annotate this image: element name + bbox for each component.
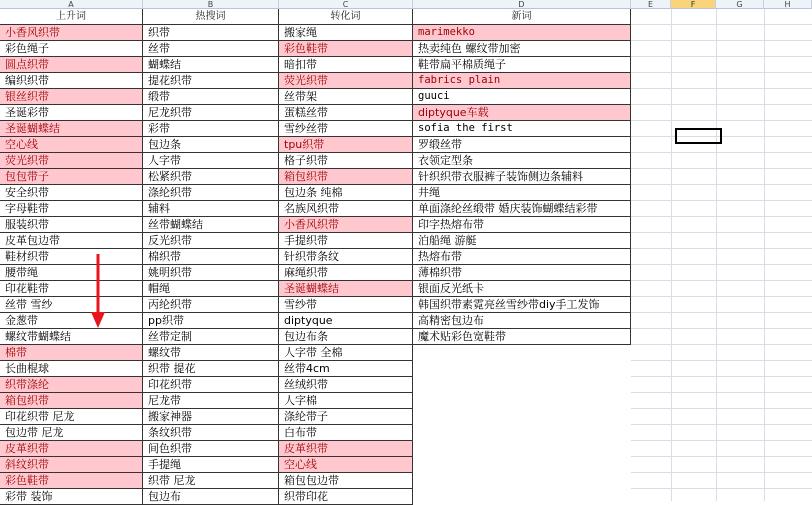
table-cell[interactable]: 丝带 雪纱 <box>0 297 143 313</box>
table-cell[interactable]: 皮革织带 <box>0 441 143 457</box>
red-down-arrow-icon <box>88 252 108 332</box>
table-cell[interactable]: 银丝织带 <box>0 89 143 105</box>
table-cell[interactable]: pp织带 <box>143 313 279 329</box>
table-cell[interactable]: 搬家绳 <box>279 25 413 41</box>
table-cell[interactable]: 高精密包边布 <box>413 313 631 329</box>
table-cell[interactable]: 涤纶织带 <box>143 185 279 201</box>
table-cell[interactable]: 丝带 <box>143 41 279 57</box>
table-cell[interactable]: 棉带 <box>0 345 143 361</box>
table-cell[interactable]: 罗缎丝带 <box>413 137 631 153</box>
table-cell[interactable]: 单面涤纶丝缎带 婚庆装饰蝴蝶结彩带 <box>413 201 631 217</box>
table-cell[interactable]: 织带 尼龙 <box>143 473 279 489</box>
table-cell[interactable]: 涤纶带子 <box>279 409 413 425</box>
header-cell[interactable]: 热搜词 <box>143 9 279 25</box>
table-cell[interactable]: 手提绳 <box>143 457 279 473</box>
table-cell[interactable]: 衣领定型条 <box>413 153 631 169</box>
active-cell-selection[interactable] <box>675 128 722 144</box>
table-cell[interactable]: 荧光织带 <box>0 153 143 169</box>
table-cell[interactable]: 泊船绳 游艇 <box>413 233 631 249</box>
table-cell[interactable]: 字母鞋带 <box>0 201 143 217</box>
table-cell[interactable]: 丙纶织带 <box>143 297 279 313</box>
table-cell[interactable]: 彩色鞋带 <box>0 473 143 489</box>
column-header-c[interactable]: C <box>279 0 413 9</box>
table-cell[interactable]: 辅料 <box>143 201 279 217</box>
table-cell[interactable]: 织带印花 <box>279 489 413 505</box>
table-cell[interactable]: 丝带蝴蝶结 <box>143 217 279 233</box>
table-cell[interactable]: 金葱带 <box>0 313 143 329</box>
column-header-a[interactable]: A <box>0 0 143 9</box>
table-cell[interactable]: 服装织带 <box>0 217 143 233</box>
table-cell[interactable]: 热熔布带 <box>413 249 631 265</box>
table-cell[interactable]: 姚明织带 <box>143 265 279 281</box>
table-cell[interactable]: 包边带 尼龙 <box>0 425 143 441</box>
table-cell[interactable]: 印字热熔布带 <box>413 217 631 233</box>
table-cell[interactable]: 织带涤纶 <box>0 377 143 393</box>
table-cell[interactable]: 包边布条 <box>279 329 413 345</box>
table-cell[interactable]: 韩国织带素霓亮丝雪纱带diy手工发饰 <box>413 297 631 313</box>
table-cell[interactable]: 圣诞蝴蝶结 <box>0 121 143 137</box>
table-cell[interactable]: 小香风织带 <box>0 25 143 41</box>
table-cell[interactable]: 提花织带 <box>143 73 279 89</box>
table-cell[interactable]: 蛋糕丝带 <box>279 105 413 121</box>
column-header-e[interactable]: E <box>631 0 671 9</box>
table-cell[interactable]: 帽绳 <box>143 281 279 297</box>
table-cell[interactable]: marimekko <box>413 25 631 41</box>
table-cell[interactable]: sofia the first <box>413 121 631 137</box>
table-cell[interactable]: 小香风织带 <box>279 217 413 233</box>
table-cell[interactable]: 皮革包边带 <box>0 233 143 249</box>
table-cell[interactable]: 雪纱带 <box>279 297 413 313</box>
table-cell[interactable]: 丝带架 <box>279 89 413 105</box>
table-cell[interactable]: 织带 提花 <box>143 361 279 377</box>
table-cell[interactable]: 棉织带 <box>143 249 279 265</box>
table-cell[interactable]: 印花织带 尼龙 <box>0 409 143 425</box>
table-cell[interactable]: 薄棉织带 <box>413 265 631 281</box>
column-header-b[interactable]: B <box>143 0 279 9</box>
table-cell[interactable]: 圣诞彩带 <box>0 105 143 121</box>
header-cell[interactable]: 新词 <box>413 9 631 25</box>
table-cell[interactable]: 反光织带 <box>143 233 279 249</box>
table-cell[interactable]: 彩色鞋带 <box>279 41 413 57</box>
table-cell[interactable]: 螺纹带 <box>143 345 279 361</box>
table-cell[interactable]: 人字带 <box>143 153 279 169</box>
table-cell[interactable]: tpu织带 <box>279 137 413 153</box>
table-cell[interactable]: guuci <box>413 89 631 105</box>
table-cell[interactable]: 包边条 <box>143 137 279 153</box>
table-cell[interactable]: 包包带子 <box>0 169 143 185</box>
table-cell[interactable]: 印花织带 <box>143 377 279 393</box>
table-cell[interactable]: 圆点织带 <box>0 57 143 73</box>
table-cell[interactable]: 彩色绳子 <box>0 41 143 57</box>
header-cell[interactable]: 上升词 <box>0 9 143 25</box>
table-cell[interactable]: 鞋带扁平棉质绳子 <box>413 57 631 73</box>
table-cell[interactable]: 编织织带 <box>0 73 143 89</box>
table-cell[interactable]: 人字棉 <box>279 393 413 409</box>
table-cell[interactable]: 条纹织带 <box>143 425 279 441</box>
table-cell[interactable]: 织带 <box>143 25 279 41</box>
column-header-d[interactable]: D <box>413 0 631 9</box>
table-cell[interactable]: 缎带 <box>143 89 279 105</box>
column-header-h[interactable]: H <box>764 0 812 9</box>
table-cell[interactable]: 丝绒织带 <box>279 377 413 393</box>
table-cell[interactable]: 热卖纯色 螺纹带加密 <box>413 41 631 57</box>
table-cell[interactable]: 包边布 <box>143 489 279 505</box>
table-cell[interactable]: 空心线 <box>0 137 143 153</box>
table-cell[interactable]: 箱包包边带 <box>279 473 413 489</box>
table-cell[interactable]: 搬家神器 <box>143 409 279 425</box>
table-cell[interactable]: 彩带 <box>143 121 279 137</box>
table-cell[interactable]: 箱包织带 <box>279 169 413 185</box>
table-cell[interactable]: fabrics plain <box>413 73 631 89</box>
table-cell[interactable]: 箱包织带 <box>0 393 143 409</box>
table-cell[interactable]: 尼龙带 <box>143 393 279 409</box>
table-cell[interactable]: 包边条 纯棉 <box>279 185 413 201</box>
table-cell[interactable]: 蝴蝶结 <box>143 57 279 73</box>
table-cell[interactable]: 格子织带 <box>279 153 413 169</box>
table-cell[interactable]: 斜纹织带 <box>0 457 143 473</box>
table-cell[interactable]: 松紧织带 <box>143 169 279 185</box>
table-cell[interactable]: 井绳 <box>413 185 631 201</box>
table-cell[interactable]: 白布带 <box>279 425 413 441</box>
table-cell[interactable]: 螺纹带蝴蝶结 <box>0 329 143 345</box>
table-cell[interactable]: 人字带 全棉 <box>279 345 413 361</box>
table-cell[interactable]: 间色织带 <box>143 441 279 457</box>
table-cell[interactable]: 麻绳织带 <box>279 265 413 281</box>
table-cell[interactable]: 针织带条纹 <box>279 249 413 265</box>
column-header-g[interactable]: G <box>716 0 764 9</box>
table-cell[interactable]: 印花鞋带 <box>0 281 143 297</box>
table-cell[interactable]: 彩带 装饰 <box>0 489 143 505</box>
table-cell[interactable]: diptyque <box>279 313 413 329</box>
table-cell[interactable]: 手提织带 <box>279 233 413 249</box>
table-cell[interactable]: 名族风织带 <box>279 201 413 217</box>
table-cell[interactable]: 安全织带 <box>0 185 143 201</box>
table-cell[interactable]: 银面反光纸卡 <box>413 281 631 297</box>
table-cell[interactable]: 针织织带衣服裤子装饰侧边条辅料 <box>413 169 631 185</box>
table-cell[interactable]: 暗扣带 <box>279 57 413 73</box>
header-cell[interactable]: 转化词 <box>279 9 413 25</box>
table-cell[interactable]: 腰带绳 <box>0 265 143 281</box>
table-cell[interactable]: 空心线 <box>279 457 413 473</box>
table-cell[interactable]: 尼龙织带 <box>143 105 279 121</box>
column-header-f[interactable]: F <box>671 0 716 9</box>
table-cell[interactable]: 荧光织带 <box>279 73 413 89</box>
table-cell[interactable]: 长曲棍球 <box>0 361 143 377</box>
table-cell[interactable]: 圣诞蝴蝶结 <box>279 281 413 297</box>
table-cell[interactable]: 雪纱丝带 <box>279 121 413 137</box>
table-cell[interactable]: 丝带定制 <box>143 329 279 345</box>
table-cell[interactable]: diptyque车载 <box>413 105 631 121</box>
table-cell[interactable]: 皮革织带 <box>279 441 413 457</box>
table-cell[interactable]: 魔术贴彩色宽鞋带 <box>413 329 631 345</box>
table-cell[interactable]: 丝带4cm <box>279 361 413 377</box>
table-cell[interactable]: 鞋材织带 <box>0 249 143 265</box>
